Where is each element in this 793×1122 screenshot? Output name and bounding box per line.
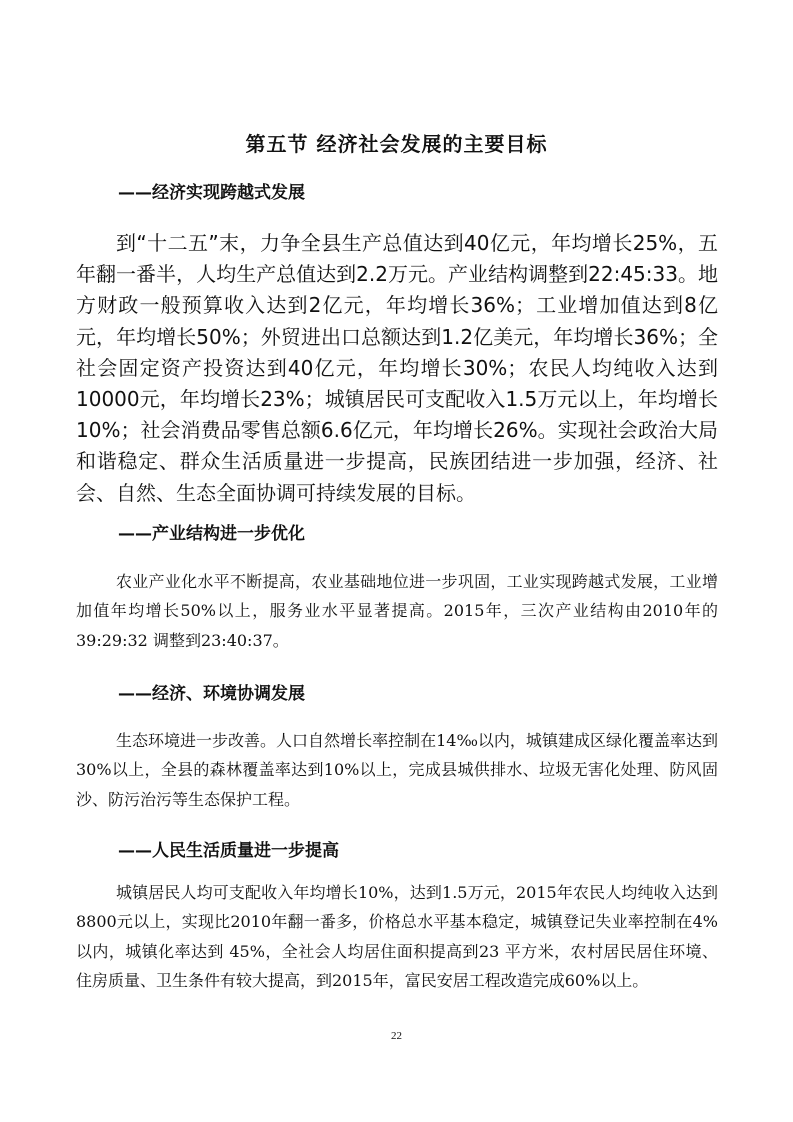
page-number: 22 (391, 1030, 402, 1042)
paragraph-economic-targets: 到“十二五”末，力争全县生产总值达到40亿元，年均增长25%，五年翻一番半，人均生产总值达到2.2万元。产业结构调整到22:45:33。地方财政一般预算收入达到2亿元，年均增长36%；工业增加值达到8亿元，年均增长50%；外贸进出口总额达到1.2亿美元，年均增长36%；全社会固定资产投资达到40亿元，年均增长30%；农民人均纯收入达到10000元，年均增长23%；城镇居民可支配收入1.5万元以上，年均增长10%；社会消费品零售总额6.6亿元，年均增长26%。实现社会政治大局和谐稳定、群众生活质量进一步提高，民族团结进一步加强，经济、社会、自然、生态全面协调可持续发展的目标。 (76, 231, 718, 505)
section-title: 第五节 经济社会发展的主要目标 (245, 132, 548, 156)
subheading-economic-leap: ——经济实现跨越式发展 (118, 183, 305, 203)
paragraph-industrial-structure: 农业产业化水平不断提高，农业基础地位进一步巩固，工业实现跨越式发展，工业增加值年均增长50%以上，服务业水平显著提高。2015年，三次产业结构由2010年的39:29:32 调整到23:40:37。 (76, 572, 718, 650)
paragraph-economy-environment: 生态环境进一步改善。人口自然增长率控制在14‰以内，城镇建成区绿化覆盖率达到30%以上，全县的森林覆盖率达到10%以上，完成县城供排水、垃圾无害化处理、防风固沙、防污治污等生态保护工程。 (76, 731, 718, 809)
paragraph-living-quality: 城镇居民人均可支配收入年均增长10%，达到1.5万元，2015年农民人均纯收入达到8800元以上，实现比2010年翻一番多，价格总水平基本稳定，城镇登记失业率控制在4%以内，城镇化率达到 45%，全社会人均居住面积提高到23 平方米，农村居民居住环境、住房质量、卫生条件有较大提高，到2015年，富民安居工程改造完成60%以上。 (76, 883, 718, 991)
subheading-industrial-structure: ——产业结构进一步优化 (118, 524, 305, 544)
subheading-economy-environment: ——经济、环境协调发展 (118, 684, 305, 704)
subheading-living-quality: ——人民生活质量进一步提高 (118, 841, 339, 861)
